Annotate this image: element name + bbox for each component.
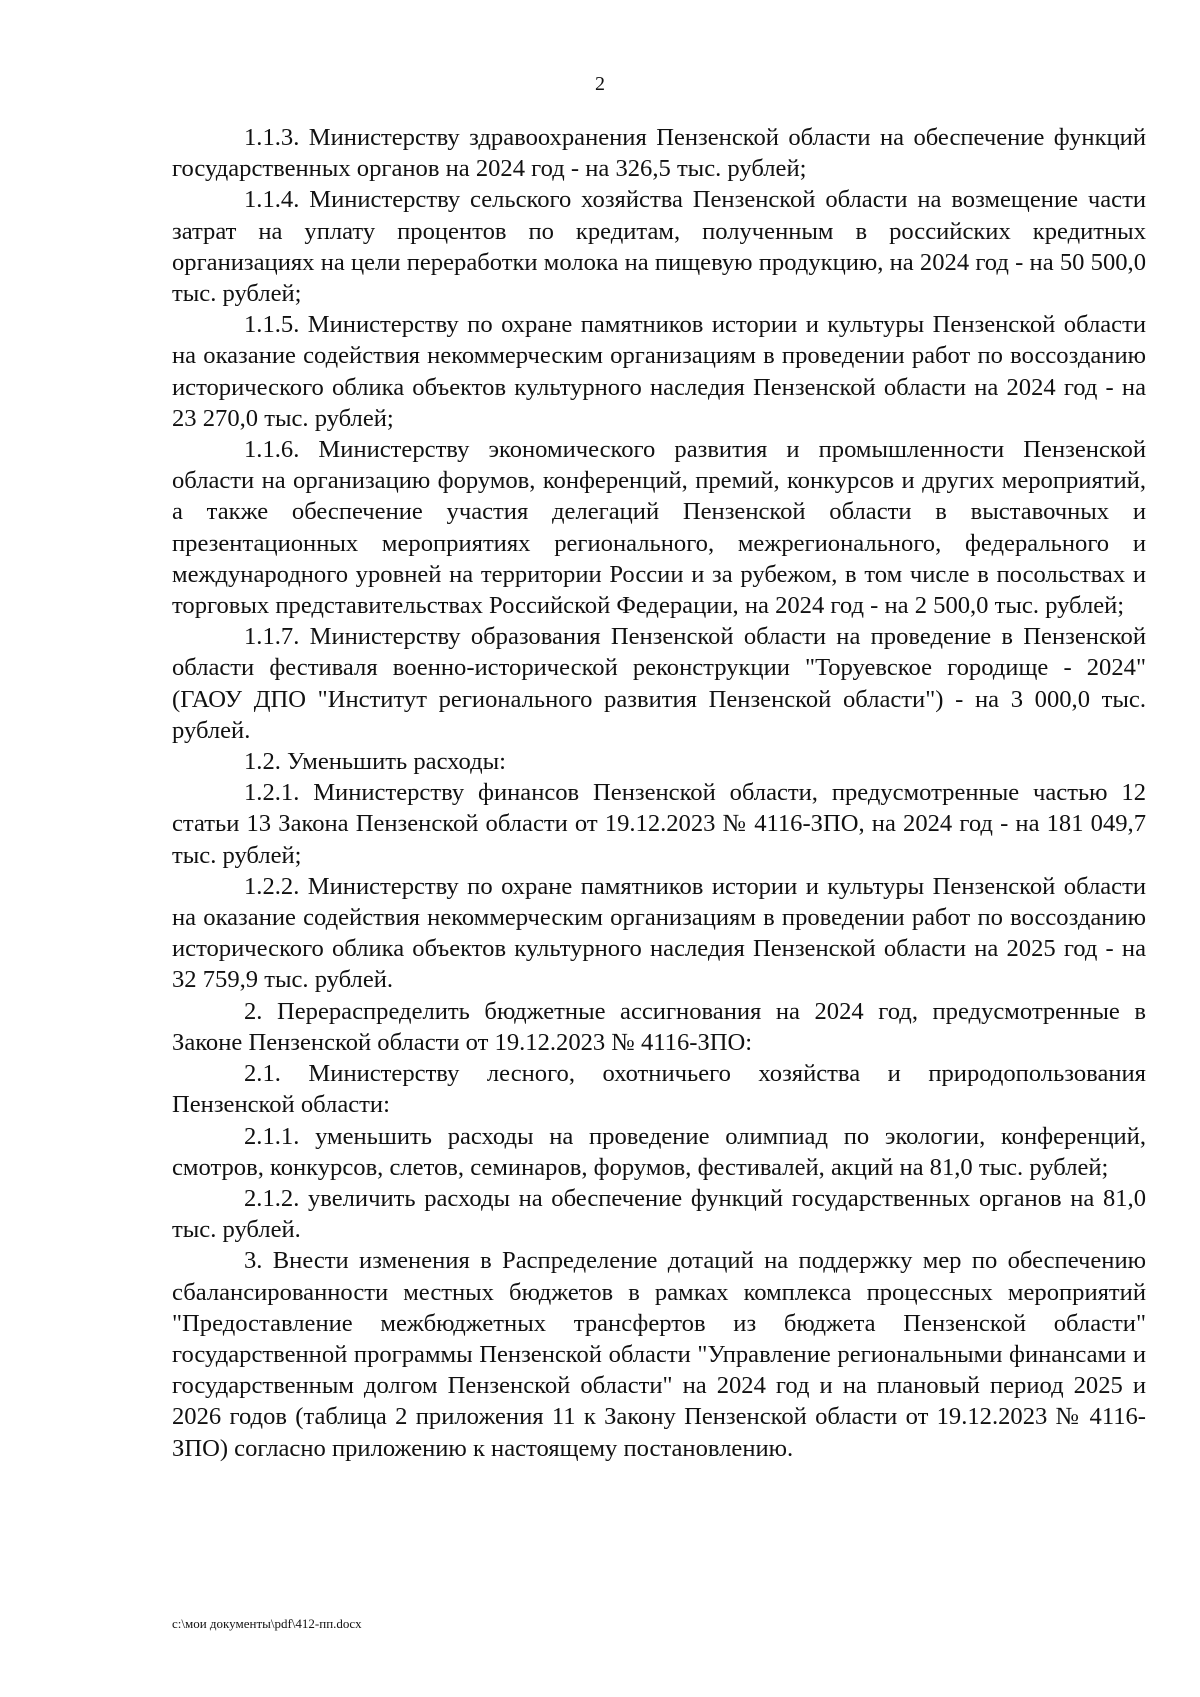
document-body xyxy=(172,122,1146,1464)
paragraph-1-2-1: 1.2.1. Министерству финансов Пензенской области, предусмотренные частью 12 статьи 13 Закона Пензенской области от 19.12.2023 № 4116-ЗПО, на 2024 год - на 181 049,7 тыс. рублей; xyxy=(172,779,1146,869)
paragraph-1-1-7: 1.1.7. Министерству образования Пензенской области на проведение в Пензенской области фестиваля военно-исторической реконструкции "Торуевское городище - 2024" (ГАОУ ДПО "Институт регионального развития Пензенской области") - на 3 000,0 тыс. рублей. xyxy=(172,623,1146,744)
file-path-footer: c:\мои документы\pdf\412-пп.docx xyxy=(172,1616,362,1631)
paragraph-3: 3. Внести изменения в Распределение дотаций на поддержку мер по обеспечению сбалансированности местных бюджетов в рамках комплекса процессных мероприятий "Предоставление межбюджетных трансфертов из бюджета Пензенской области" государственной программы Пензенской области "Управление региональными финансами и государственным долгом Пензенской области" на 2024 год и на плановый период 2025 и 2026 годов (таблица 2 приложения 11 к Закону Пензенской области от 19.12.2023 № 4116-ЗПО) согласно приложению к настоящему постановлению. xyxy=(172,1247,1146,1462)
paragraph-1-2: 1.2. Уменьшить расходы: xyxy=(244,748,506,776)
paragraph-1-1-5: 1.1.5. Министерству по охране памятников истории и культуры Пензенской области на оказание содействия некоммерческим организациям в проведении работ по воссозданию исторического облика объектов культурного наследия Пензенской области на 2024 год - на 23 270,0 тыс. рублей; xyxy=(172,311,1146,432)
paragraph-2: 2. Перераспределить бюджетные ассигнования на 2024 год, предусмотренные в Законе Пензенской области от 19.12.2023 № 4116-ЗПО: xyxy=(172,997,1146,1056)
paragraph-2-1: 2.1. Министерству лесного, охотничьего хозяйства и природопользования Пензенской области: xyxy=(172,1060,1146,1119)
paragraph-1-1-6: 1.1.6. Министерству экономического развития и промышленности Пензенской области на организацию форумов, конференций, премий, конкурсов и других мероприятий, а также обеспечение участия делегаций Пензенской области в выставочных и презентационных мероприятиях регионального, межрегионального, федерального и международного уровней на территории России и за рубежом, в том числе в посольствах и торговых представительствах Российской Федерации, на 2024 год - на 2 500,0 тыс. рублей; xyxy=(172,436,1146,620)
paragraph-1-2-2: 1.2.2. Министерству по охране памятников истории и культуры Пензенской области на оказание содействия некоммерческим организациям в проведении работ по воссозданию исторического облика объектов культурного наследия Пензенской области на 2025 год - на 32 759,9 тыс. рублей. xyxy=(172,872,1146,994)
paragraph-1-1-4: 1.1.4. Министерству сельского хозяйства Пензенской области на возмещение части затрат на уплату процентов по кредитам, полученным в российских кредитных организациях на цели переработки молока на пищевую продукцию, на 2024 год - на 50 500,0 тыс. рублей; xyxy=(172,186,1146,308)
paragraph-2-1-1: 2.1.1. уменьшить расходы на проведение олимпиад по экологии, конференций, смотров, конкурсов, слетов, семинаров, форумов, фестивалей, акций на 81,0 тыс. рублей; xyxy=(172,1122,1146,1181)
paragraph-1-1-3: 1.1.3. Министерству здравоохранения Пензенской области на обеспечение функций государственных органов на 2024 год - на 326,5 тыс. рублей; xyxy=(172,124,1146,183)
paragraph-2-1-2: 2.1.2. увеличить расходы на обеспечение функций государственных органов на 81,0 тыс. рублей. xyxy=(172,1184,1146,1244)
page-number: 2 xyxy=(595,73,605,95)
